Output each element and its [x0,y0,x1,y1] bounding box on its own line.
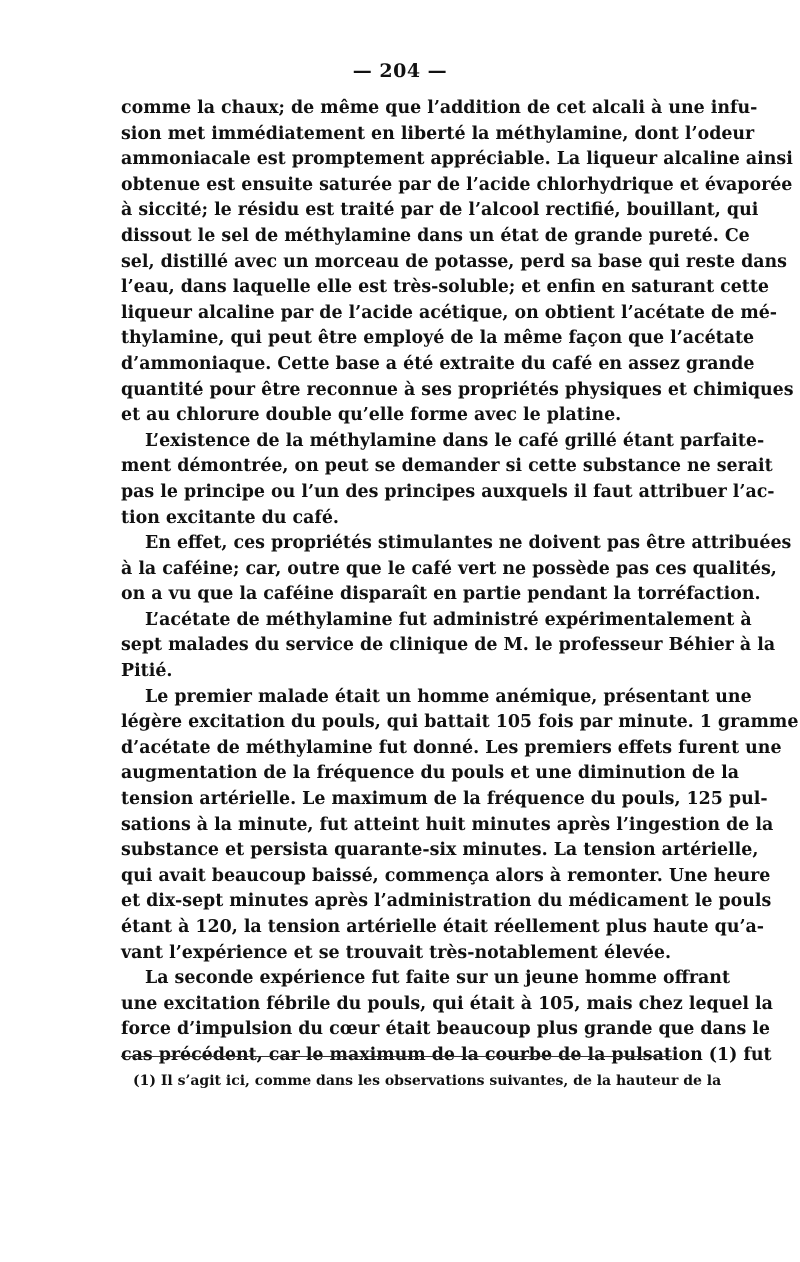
text-line: tion excitante du café. [121,507,339,528]
text-line: Le premier malade était un homme anémique, présentant une [145,686,752,707]
text-line: d’ammoniaque. Cette base a été extraite du café en assez grande [121,353,755,374]
text-line: qui avait beaucoup baissé, commença alors à remonter. Une heure [121,865,771,886]
text-line: comme la chaux; de même que l’addition de cet alcali à une infu- [121,98,758,118]
text-line: sations à la minute, fut atteint huit minutes après l’ingestion de la [121,814,774,835]
text-line: L’acétate de méthylamine fut administré expérimentalement à [145,609,752,630]
text-line: et au chlorure double qu’elle forme avec le platine. [121,405,622,426]
text-line: et dix-sept minutes après l’administration du médicament le pouls [121,891,772,912]
text-line: à siccité; le résidu est traité par de l’alcool rectifié, bouillant, qui [121,200,759,221]
text-line: pas le principe ou l’un des principes auxquels il faut attribuer l’ac- [121,481,775,502]
text-line: dissout le sel de méthylamine dans un état de grande pureté. Ce [121,225,750,246]
text-line: obtenue est ensuite saturée par de l’acide chlorhydrique et évaporée [121,174,793,195]
text-line: sel, distillé avec un morceau de potasse, perd sa base qui reste dans [121,251,787,272]
text-line: tension artérielle. Le maximum de la fréquence du pouls, 125 pul- [121,789,768,810]
text-line: force d’impulsion du cœur était beaucoup plus grande que dans le [121,1019,770,1040]
text-line: on a vu que la caféine disparaît en partie pendant la torréfaction. [121,584,761,605]
text-line: quantité pour être reconnue à ses propriétés physiques et chimiques [121,379,794,400]
text-line: étant à 120, la tension artérielle était réellement plus haute qu’a- [121,917,765,937]
text-line: une excitation fébrile du pouls, qui était à 105, mais chez lequel la [121,993,773,1014]
text-line: En effet, ces propriétés stimulantes ne doivent pas être attribuées [145,533,792,554]
text-line: l’eau, dans laquelle elle est très-soluble; et enfin en saturant cette [121,277,769,298]
text-line: ment démontrée, on peut se demander si cette substance ne serait [121,456,773,477]
text-line: sion met immédiatement en liberté la méthylamine, dont l’odeur [121,123,755,144]
text-line: légère excitation du pouls, qui battait 105 fois par minute. 1 gramme [121,712,799,733]
text-line: La seconde expérience fut faite sur un jeune homme offrant [145,968,730,989]
text-line: substance et persista quarante-six minutes. La tension artérielle, [121,840,759,861]
text-line: L’existence de la méthylamine dans le café grillé étant parfaite- [145,430,765,451]
footnote-divider [121,1056,672,1057]
text-line: liqueur alcaline par de l’acide acétique, on obtient l’acétate de mé- [121,302,778,323]
text-line: Pitié. [121,661,173,682]
text-line: d’acétate de méthylamine fut donné. Les premiers effets furent une [121,737,782,758]
text-line: cas précédent, car le maximum de la courbe de la pulsation (1) fut [121,1044,772,1065]
text-line: thylamine, qui peut être employé de la même façon que l’acétate [121,328,755,349]
footnote: (1) Il s’agit ici, comme dans les observations suivantes, de la hauteur de la [133,1073,722,1089]
text-line: vant l’expérience et se trouvait très-notablement élevée. [121,942,672,963]
text-line: augmentation de la fréquence du pouls et une diminution de la [121,763,739,784]
text-line: ammoniacale est promptement appréciable. La liqueur alcaline ainsi [121,149,793,170]
page-number: — 204 — [352,60,448,82]
body-text [121,96,799,1069]
text-line: sept malades du service de clinique de M. le professeur Béhier à la [121,635,776,656]
text-line: à la caféine; car, outre que le café vert ne possède pas ces qualités, [121,558,777,579]
